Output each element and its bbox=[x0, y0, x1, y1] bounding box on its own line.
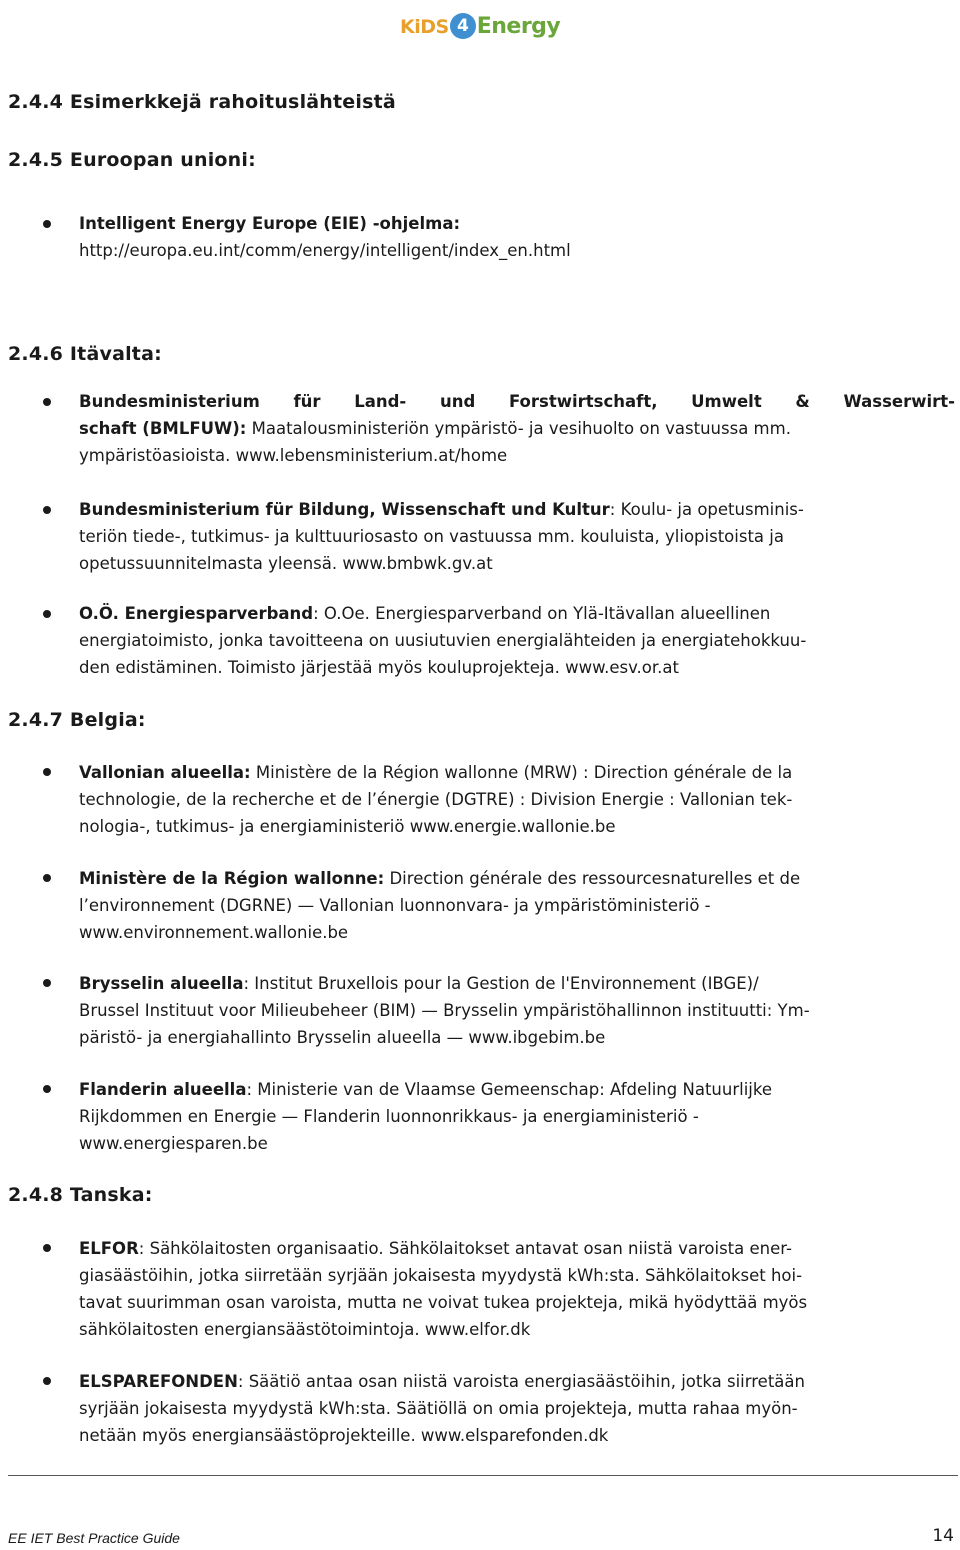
list-item-esv bbox=[79, 600, 955, 681]
bmbwk-line-2: teriön tiede-, tutkimus- ja kulttuuriosasto on vastuussa mm. kouluista, yliopistoista ja bbox=[79, 527, 784, 546]
bullet-icon bbox=[43, 398, 51, 406]
heading-2-4-6: 2.4.6 Itävalta: bbox=[8, 343, 162, 365]
heading-2-4-4: 2.4.4 Esimerkkejä rahoituslähteistä bbox=[8, 91, 396, 113]
bmlfuw-line-3: ympäristöasioista. www.lebensministerium.at/home bbox=[79, 446, 508, 465]
elfor-line-2: giasäästöihin, jotka siirretään syrjään jokaisesta myydystä kWh:sta. Sähkölaitokset hoi- bbox=[79, 1266, 803, 1285]
bmlfuw-desc: Maatalousministeriön ympäristö- ja vesihuolto on vastuussa mm. bbox=[246, 419, 791, 438]
flanders-line-3: www.energiesparen.be bbox=[79, 1134, 268, 1153]
logo-energy-text: Energy bbox=[476, 14, 561, 39]
page-number: 14 bbox=[932, 1526, 954, 1546]
flanders-desc: : Ministerie van de Vlaamse Gemeenschap: Afdeling Natuurlijke bbox=[246, 1080, 772, 1099]
bullet-icon bbox=[43, 1085, 51, 1093]
list-item-elsparefonden bbox=[79, 1368, 955, 1449]
mrw-line-2: l’environnement (DGRNE) — Vallonian luonnonvara- ja ympäristöministeriö - bbox=[79, 896, 711, 915]
elsparefonden-line-2: syrjään jokaisesta myydystä kWh:sta. Säätiöllä on omia projekteja, mutta rahaa myön- bbox=[79, 1399, 798, 1418]
list-item-brussels bbox=[79, 970, 955, 1051]
bmbwk-desc: : Koulu- ja opetusminis- bbox=[609, 500, 804, 519]
bullet-icon bbox=[43, 610, 51, 618]
elsparefonden-name: ELSPAREFONDEN bbox=[79, 1372, 238, 1391]
footer-divider bbox=[8, 1475, 958, 1476]
list-item-bmlfuw bbox=[79, 388, 955, 469]
logo-kids-text: KiDS bbox=[400, 16, 449, 38]
heading-2-4-8: 2.4.8 Tanska: bbox=[8, 1184, 153, 1206]
flanders-line-2: Rijkdommen en Energie — Flanderin luonnonrikkaus- ja energiaministeriö - bbox=[79, 1107, 699, 1126]
wallonia-desc: Ministère de la Région wallonne (MRW) : Direction générale de la bbox=[250, 763, 793, 782]
heading-2-4-7: 2.4.7 Belgia: bbox=[8, 709, 146, 731]
elsparefonden-line-3: netään myös energiansäästöprojekteille. www.elsparefonden.dk bbox=[79, 1426, 609, 1445]
esv-desc: : O.Oe. Energiesparverband on Ylä-Itävallan alueellinen bbox=[313, 604, 771, 623]
eie-title: Intelligent Energy Europe (EIE) -ohjelma: bbox=[79, 214, 461, 233]
eie-url-link[interactable]: http://europa.eu.int/comm/energy/intelligent/index_en.html bbox=[79, 241, 571, 260]
elfor-line-4: sähkölaitosten energiansäästötoimintoja. www.elfor.dk bbox=[79, 1320, 531, 1339]
mrw-line-3: www.environnement.wallonie.be bbox=[79, 923, 349, 942]
bmbwk-line-3: opetussuunnitelmasta yleensä. www.bmbwk.gv.at bbox=[79, 554, 493, 573]
elfor-name: ELFOR bbox=[79, 1239, 139, 1258]
esv-name: O.Ö. Energiesparverband bbox=[79, 604, 314, 623]
brussels-name: Brysselin alueella bbox=[79, 974, 244, 993]
list-item-flanders bbox=[79, 1076, 955, 1157]
brussels-line-3: päristö- ja energiahallinto Brysselin alueella — www.ibgebim.be bbox=[79, 1028, 606, 1047]
logo-four-badge: 4 bbox=[450, 13, 476, 39]
bullet-icon bbox=[43, 979, 51, 987]
list-item-elfor bbox=[79, 1235, 955, 1343]
heading-2-4-5: 2.4.5 Euroopan unioni: bbox=[8, 149, 256, 171]
bullet-icon bbox=[43, 1377, 51, 1385]
esv-line-3: den edistäminen. Toimisto järjestää myös kouluprojekteja. www.esv.or.at bbox=[79, 658, 679, 677]
flanders-name: Flanderin alueella bbox=[79, 1080, 247, 1099]
list-item-wallonia bbox=[79, 759, 955, 840]
list-item-mrw bbox=[79, 865, 955, 946]
kids4energy-logo bbox=[400, 10, 560, 44]
bullet-icon bbox=[43, 768, 51, 776]
bullet-icon bbox=[43, 1244, 51, 1252]
bullet-icon bbox=[43, 874, 51, 882]
wallonia-line-3: nologia-, tutkimus- ja energiaministeriö www.energie.wallonie.be bbox=[79, 817, 616, 836]
list-item-eie bbox=[79, 210, 955, 264]
wallonia-line-2: technologie, de la recherche et de l’énergie (DGTRE) : Division Energie : Vallonian tek- bbox=[79, 790, 793, 809]
brussels-line-2: Brussel Instituut voor Milieubeheer (BIM) — Brysselin ympäristöhallinnon instituutti: Ym- bbox=[79, 1001, 810, 1020]
mrw-name: Ministère de la Région wallonne: bbox=[79, 869, 385, 888]
elfor-desc: : Sähkölaitosten organisaatio. Sähkölaitokset antavat osan niistä varoista ener- bbox=[138, 1239, 792, 1258]
brussels-desc: : Institut Bruxellois pour la Gestion de l'Environnement (IBGE)/ bbox=[243, 974, 759, 993]
bullet-icon bbox=[43, 506, 51, 514]
esv-line-2: energiatoimisto, jonka tavoitteena on uusiutuvien energialähteiden ja energiatehokkuu- bbox=[79, 631, 807, 650]
bmlfuw-name: schaft (BMLFUW): bbox=[79, 419, 247, 438]
footer-doc-title: EE IET Best Practice Guide bbox=[8, 1530, 180, 1546]
mrw-desc: Direction générale des ressourcesnaturelles et de bbox=[384, 869, 801, 888]
list-item-bmbwk bbox=[79, 496, 955, 577]
bmbwk-name: Bundesministerium für Bildung, Wissenschaft und Kultur bbox=[79, 500, 610, 519]
bullet-icon bbox=[43, 220, 51, 228]
wallonia-name: Vallonian alueella: bbox=[79, 763, 251, 782]
elfor-line-3: tavat suurimman osan varoista, mutta ne voivat tukea projekteja, mikä hyödyttää myös bbox=[79, 1293, 808, 1312]
bmlfuw-line-1: Bundesministerium für Land- und Forstwirtschaft, Umwelt & Wasserwirt- bbox=[79, 392, 955, 411]
elsparefonden-desc: : Säätiö antaa osan niistä varoista energiasäästöihin, jotka siirretään bbox=[237, 1372, 805, 1391]
